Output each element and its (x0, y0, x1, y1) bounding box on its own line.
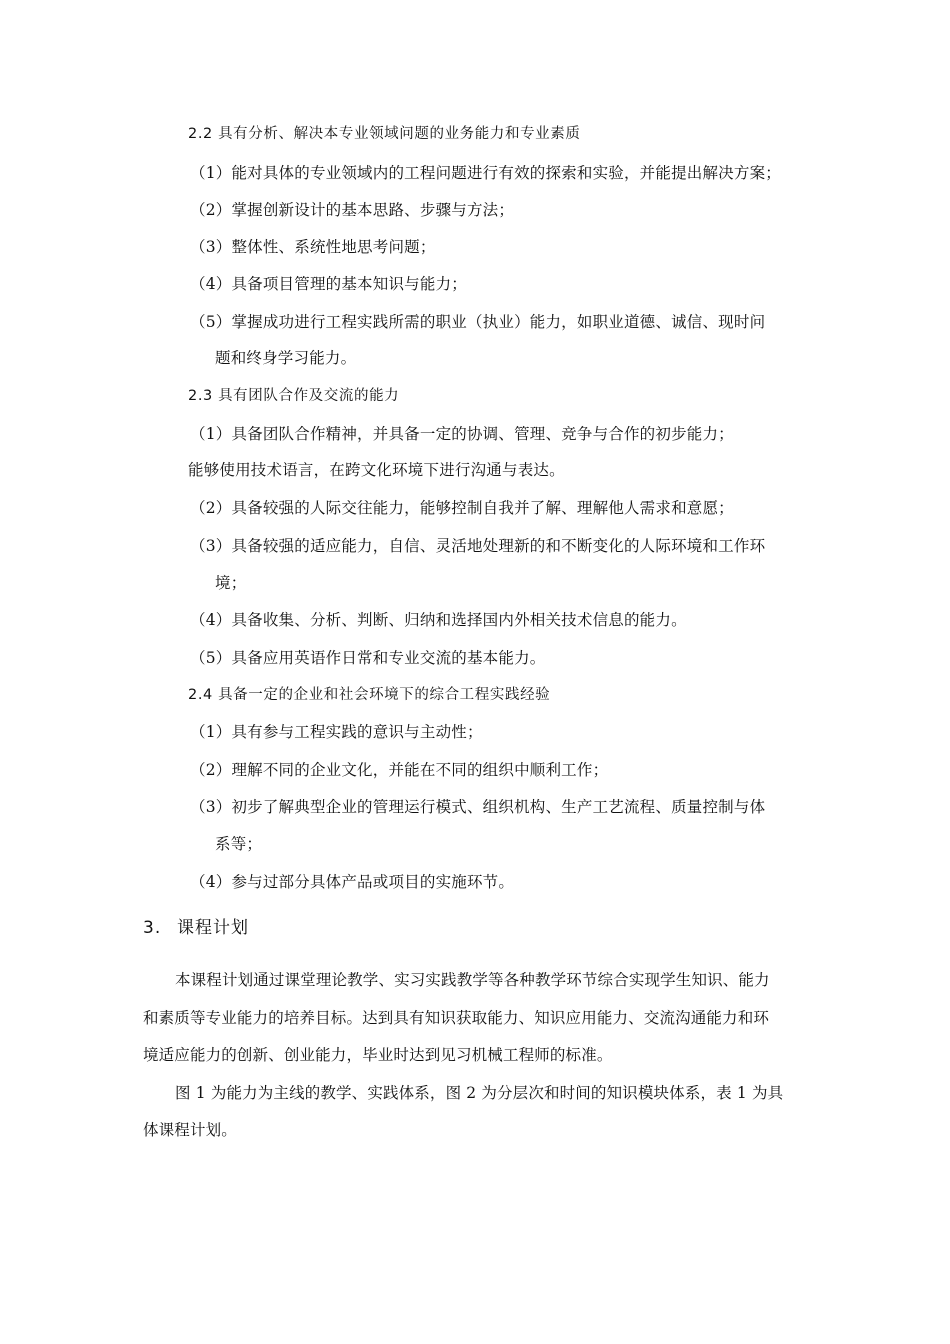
section-3-paragraph-1-line-1: 本课程计划通过课堂理论教学、实习实践教学等各种教学环节综合实现学生知识、能力 (175, 971, 770, 989)
section-2-2-item-4: （4）具备项目管理的基本知识与能力； (190, 275, 467, 293)
section-3-paragraph-2-line-2: 体课程计划。 (143, 1121, 237, 1139)
section-2-4-item-3-cont: 系等； (215, 835, 263, 853)
section-2-2-item-3: （3）整体性、系统性地思考问题； (190, 238, 436, 256)
section-2-2-heading: 2.2 具有分析、解决本专业领域问题的业务能力和专业素质 (188, 126, 581, 142)
section-2-2-item-2: （2）掌握创新设计的基本思路、步骤与方法； (190, 201, 515, 219)
section-3-paragraph-2-line-1: 图 1 为能力为主线的教学、实践体系，图 2 为分层次和时间的知识模块体系，表 1 为具 (175, 1084, 784, 1102)
section-2-3-item-2: （2）具备较强的人际交往能力，能够控制自我并了解、理解他人需求和意愿； (190, 499, 734, 517)
section-2-4-item-4: （4）参与过部分具体产品或项目的实施环节。 (190, 873, 515, 891)
section-2-3-item-4: （4）具备收集、分析、判断、归纳和选择国内外相关技术信息的能力。 (190, 611, 687, 629)
section-2-3-item-3-cont: 境； (215, 574, 247, 592)
section-2-3-item-1-cont: 能够使用技术语言，在跨文化环境下进行沟通与表达。 (188, 461, 565, 479)
section-2-4-item-1: （1）具有参与工程实践的意识与主动性； (190, 723, 483, 741)
section-2-2-item-5-cont: 题和终身学习能力。 (215, 349, 357, 367)
section-2-2-item-1: （1）能对具体的专业领域内的工程问题进行有效的探索和实验，并能提出解决方案； (190, 164, 781, 182)
section-2-2-item-5: （5）掌握成功进行工程实践所需的职业（执业）能力，如职业道德、诚信、现时问 (190, 313, 766, 331)
section-2-4-item-2: （2）理解不同的企业文化，并能在不同的组织中顺利工作； (190, 761, 609, 779)
section-2-4-heading: 2.4 具备一定的企业和社会环境下的综合工程实践经验 (188, 687, 551, 703)
section-2-3-item-3: （3）具备较强的适应能力，自信、灵活地处理新的和不断变化的人际环境和工作环 (190, 537, 766, 555)
section-3-number: 3. (143, 918, 162, 938)
section-2-3-heading: 2.3 具有团队合作及交流的能力 (188, 388, 400, 404)
section-3-title: 课程计划 (177, 918, 249, 938)
section-2-3-item-5: （5）具备应用英语作日常和专业交流的基本能力。 (190, 649, 546, 667)
section-3-paragraph-1-line-3: 境适应能力的创新、创业能力，毕业时达到见习机械工程师的标准。 (143, 1046, 613, 1064)
section-2-4-item-3: （3）初步了解典型企业的管理运行模式、组织机构、生产工艺流程、质量控制与体 (190, 798, 766, 816)
section-3-title-row (143, 918, 249, 938)
section-3-paragraph-1-line-2: 和素质等专业能力的培养目标。达到具有知识获取能力、知识应用能力、交流沟通能力和环 (143, 1009, 770, 1027)
section-2-3-item-1: （1）具备团队合作精神，并具备一定的协调、管理、竞争与合作的初步能力； (190, 425, 734, 443)
